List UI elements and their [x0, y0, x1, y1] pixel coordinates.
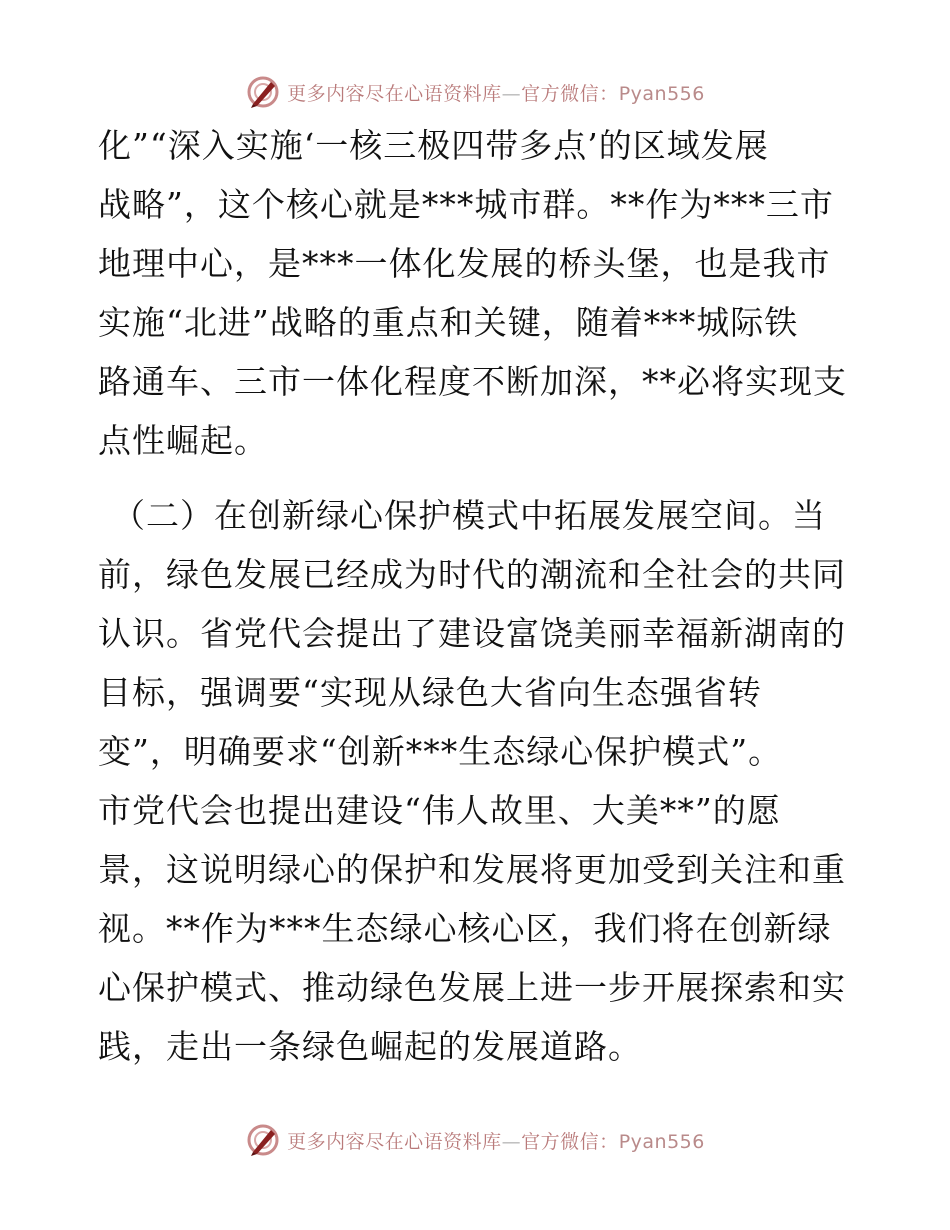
paragraph-2 — [98, 486, 858, 1076]
text-line: 前，绿色发展已经成为时代的潮流和全社会的共同 — [98, 555, 846, 594]
text-line: 变”，明确要求“创新***生态绿心保护模式”。 — [98, 732, 783, 771]
watermark-main: 更多内容尽在心语资料库 — [287, 82, 502, 105]
text-line: 市党代会也提出建设“伟人故里、大美**”的愿 — [98, 791, 781, 830]
text-line: （二）在创新绿心保护模式中拓展发展空间。当 — [112, 496, 826, 535]
watermark-main: 更多内容尽在心语资料库 — [287, 1130, 502, 1153]
watermark-header — [0, 72, 950, 112]
text-line: 战略”，这个核心就是***城市群。**作为***三市 — [98, 185, 834, 224]
watermark-text — [287, 1127, 705, 1154]
watermark-dash: — — [501, 1130, 522, 1153]
text-line: 实施“北进”战略的重点和关键，随着***城际铁 — [98, 303, 799, 342]
watermark-dash: — — [501, 82, 522, 105]
watermark-tail: 官方微信： — [521, 82, 619, 105]
text-line: 目标，强调要“实现从绿色大省向生态强省转 — [98, 673, 762, 712]
text-line: 点性崛起。 — [98, 421, 268, 460]
text-line: 路通车、三市一体化程度不断加深，**必将实现支 — [98, 362, 847, 401]
watermark-tail: 官方微信： — [521, 1130, 619, 1153]
watermark-account: Pyan556 — [618, 82, 705, 105]
watermark-text — [287, 79, 705, 106]
text-line: 心保护模式、推动绿色发展上进一步开展探索和实 — [98, 968, 846, 1007]
paragraph-1 — [98, 116, 858, 470]
document-body — [98, 116, 858, 1076]
watermark-footer — [0, 1120, 950, 1160]
pen-logo-icon — [245, 1122, 281, 1158]
text-line: 景，这说明绿心的保护和发展将更加受到关注和重 — [98, 850, 846, 889]
paragraph-spacer — [98, 470, 858, 486]
text-line: 视。**作为***生态绿心核心区，我们将在创新绿 — [98, 909, 832, 948]
text-line: 认识。省党代会提出了建设富饶美丽幸福新湖南的 — [98, 614, 846, 653]
text-line: 化”“深入实施‘一核三极四带多点’的区域发展 — [98, 126, 769, 165]
pen-logo-icon — [245, 74, 281, 110]
text-line: 践，走出一条绿色崛起的发展道路。 — [98, 1027, 642, 1066]
watermark-account: Pyan556 — [618, 1130, 705, 1153]
text-line: 地理中心，是***一体化发展的桥头堡，也是我市 — [98, 244, 831, 283]
